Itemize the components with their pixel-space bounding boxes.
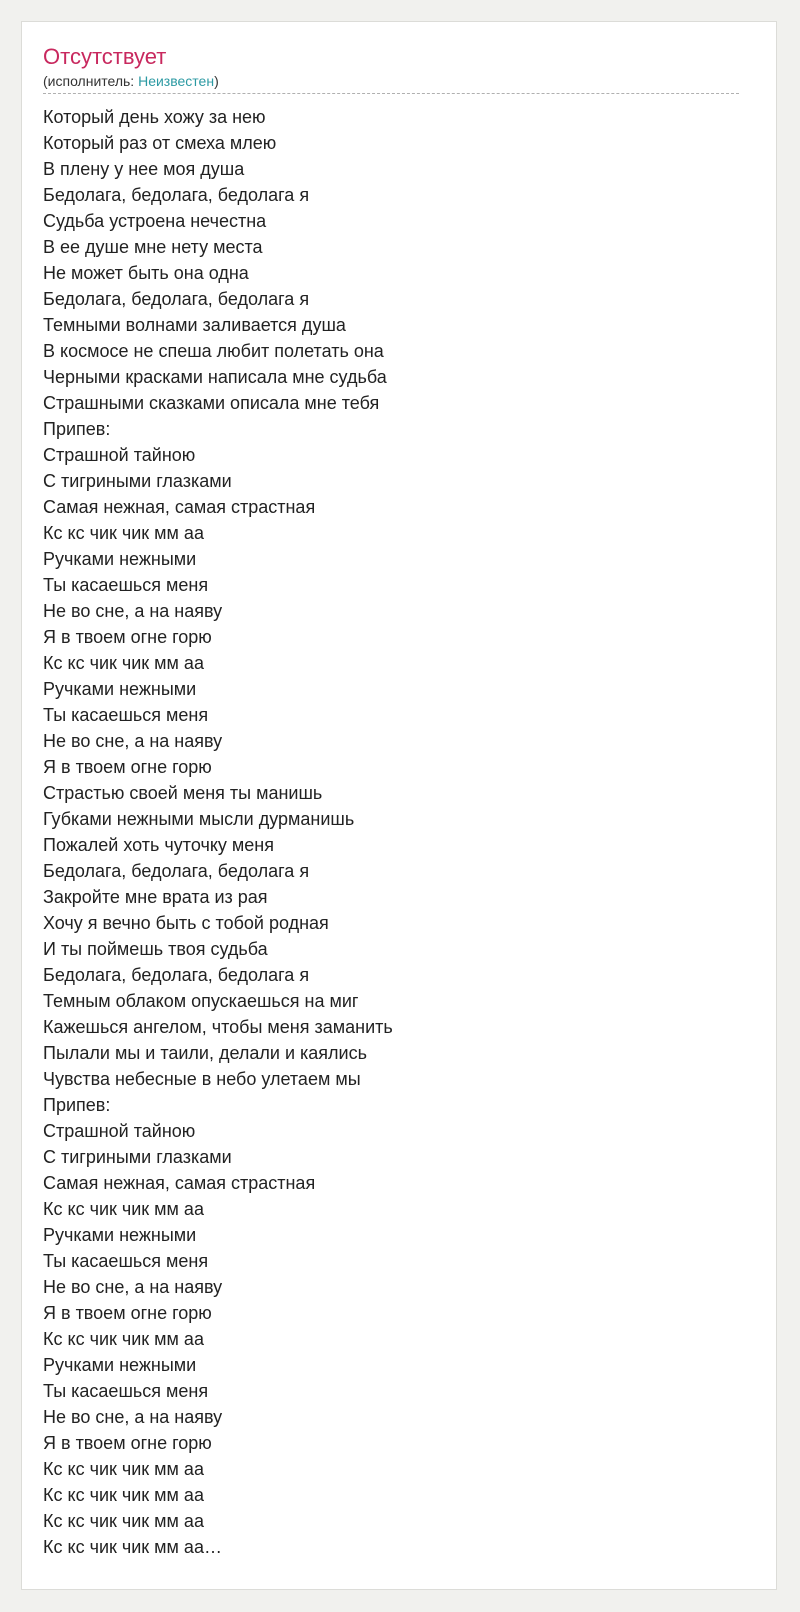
lyric-line: Судьба устроена нечестна: [43, 211, 267, 231]
lyric-line: Бедолага, бедолага, бедолага я: [43, 861, 310, 881]
lyric-line: Не во сне, а на наяву: [43, 1407, 223, 1427]
lyric-line: Закройте мне врата из рая: [43, 887, 268, 907]
lyric-line: Не во сне, а на наяву: [43, 1277, 223, 1297]
lyric-line: Кажешься ангелом, чтобы меня заманить: [43, 1017, 393, 1037]
lyric-line: Страшными сказками описала мне тебя: [43, 393, 380, 413]
lyric-line: Темными волнами заливается душа: [43, 315, 346, 335]
lyric-line: Кс кс чик чик мм аа: [43, 1199, 204, 1219]
lyric-line: Кс кс чик чик мм аа: [43, 1329, 204, 1349]
lyric-line: Я в твоем огне горю: [43, 757, 212, 777]
lyric-line: Черными красками написала мне судьба: [43, 367, 387, 387]
lyric-line: Кс кс чик чик мм аа: [43, 1459, 204, 1479]
lyric-line: Бедолага, бедолага, бедолага я: [43, 965, 310, 985]
lyric-line: Ты касаешься меня: [43, 575, 209, 595]
lyric-line: Ты касаешься меня: [43, 705, 209, 725]
lyric-line: В ее душе мне нету места: [43, 237, 263, 257]
lyric-line: Бедолага, бедолага, бедолага я: [43, 185, 310, 205]
lyric-line: Чувства небесные в небо улетаем мы: [43, 1069, 361, 1089]
lyric-line: Пожалей хоть чуточку меня: [43, 835, 274, 855]
lyric-line: Бедолага, бедолага, бедолага я: [43, 289, 310, 309]
lyric-line: Ручками нежными: [43, 679, 197, 699]
lyric-line: Самая нежная, самая страстная: [43, 497, 316, 517]
lyric-line: Темным облаком опускаешься на миг: [43, 991, 359, 1011]
song-title: Отсутствует: [43, 44, 167, 69]
lyric-line: Страстью своей меня ты манишь: [43, 783, 323, 803]
lyric-line: Ручками нежными: [43, 1225, 197, 1245]
lyric-line: Пылали мы и таили, делали и каялись: [43, 1043, 367, 1063]
lyrics-card: [21, 21, 777, 1590]
artist-suffix: ): [214, 73, 219, 89]
lyric-line: Не во сне, а на наяву: [43, 601, 223, 621]
lyric-line: Который день хожу за нею: [43, 107, 266, 127]
lyric-line: Припев:: [43, 1095, 111, 1115]
lyric-line: В космосе не спеша любит полетать она: [43, 341, 384, 361]
lyric-line: С тигриными глазками: [43, 1147, 232, 1167]
lyric-line: Кс кс чик чик мм аа…: [43, 1537, 222, 1557]
artist-link[interactable]: Неизвестен: [138, 73, 215, 89]
lyric-line: Припев:: [43, 419, 111, 439]
lyric-line: Не может быть она одна: [43, 263, 249, 283]
header-divider: [43, 93, 739, 94]
lyric-line: Не во сне, а на наяву: [43, 731, 223, 751]
artist-prefix: (исполнитель:: [43, 73, 139, 89]
lyric-line: Кс кс чик чик мм аа: [43, 1511, 204, 1531]
lyric-line: Я в твоем огне горю: [43, 1303, 212, 1323]
lyric-line: Ты касаешься меня: [43, 1381, 209, 1401]
lyric-line: Губками нежными мысли дурманишь: [43, 809, 355, 829]
lyric-line: И ты поймешь твоя судьба: [43, 939, 268, 959]
lyric-line: Ручками нежными: [43, 1355, 197, 1375]
lyrics-text: [43, 104, 743, 1560]
lyric-line: Кс кс чик чик мм аа: [43, 653, 204, 673]
artist-line: [43, 73, 219, 90]
lyric-line: Кс кс чик чик мм аа: [43, 523, 204, 543]
lyric-line: Ручками нежными: [43, 549, 197, 569]
lyric-line: С тигриными глазками: [43, 471, 232, 491]
lyric-line: В плену у нее моя душа: [43, 159, 245, 179]
lyric-line: Страшной тайною: [43, 1121, 196, 1141]
lyric-line: Ты касаешься меня: [43, 1251, 209, 1271]
lyric-line: Я в твоем огне горю: [43, 627, 212, 647]
lyric-line: Самая нежная, самая страстная: [43, 1173, 316, 1193]
lyric-line: Я в твоем огне горю: [43, 1433, 212, 1453]
lyric-line: Страшной тайною: [43, 445, 196, 465]
lyric-line: Хочу я вечно быть с тобой родная: [43, 913, 329, 933]
lyric-line: Кс кс чик чик мм аа: [43, 1485, 204, 1505]
lyric-line: Который раз от смеха млею: [43, 133, 277, 153]
